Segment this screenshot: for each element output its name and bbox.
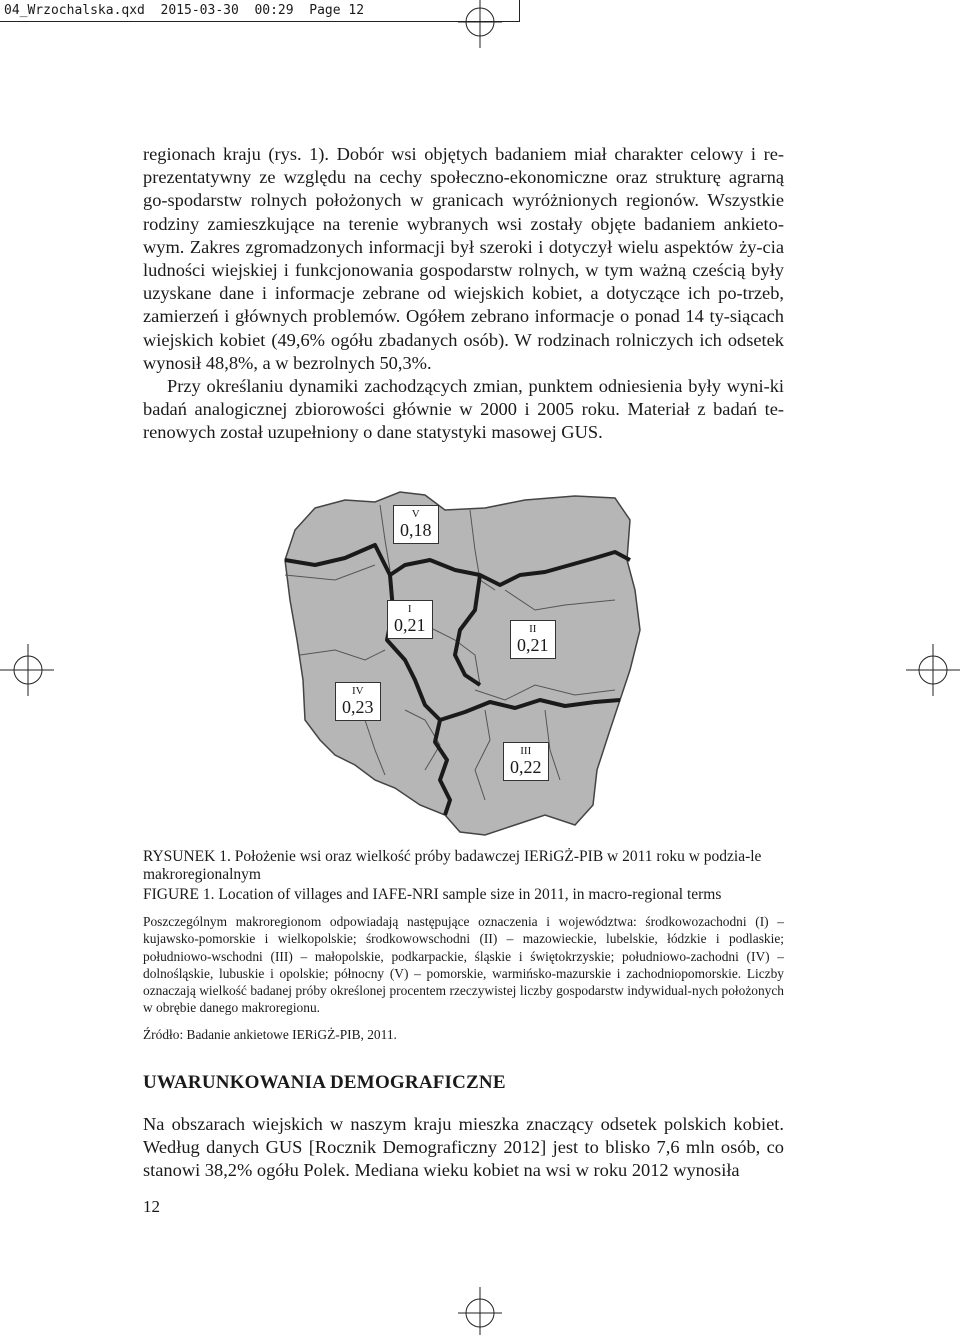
- region-label-iii: [503, 742, 549, 781]
- region-label-iv: [335, 682, 381, 721]
- poland-map-svg: [275, 480, 665, 840]
- body-paragraph-1: regionach kraju (rys. 1). Dobór wsi objętych badaniem miał charakter celowy i re-prezentatywny ze względu na cechy społeczno-ekonomiczne oraz strukturę agrarną go-spodarstw rolnych położonych w granicach wyróżnionych regionów. Wszystkie rodziny zamieszkujące na terenie wybranych wsi zostały objęte badaniem ankieto-wym. Zakres zgromadzonych informacji był szeroki i dotyczył wielu aspektów ży-cia ludności wiejskiej i funkcjonowania gospodarstw rolnych, w tym ważną cześcią były uzyskane dane i informacje zebrane od wiejskich kobiet, a dotyczące ich po-trzeb, zamierzeń i głównych problemów. Ogółem zebrano informacje o ponad 14 ty-siącach wiejskich kobiet (49,6% ogółu zbadanych osób). W rodzinach rolniczych ich odsetek wynosił 48,8%, a w bezrolnych 50,3%.: [143, 144, 784, 373]
- figure-note: Poszczególnym makroregionom odpowiadają następujące oznaczenia i województwa: środkowozachodni (I) – kujawsko-pomorskie i wielkopolskie; środkowowschodni (II) – mazowieckie, lubelskie, łódzkie i podlaskie; południowo-wschodni (III) – małopolskie, podkarpackie, śląskie i świętokrzyskie; południowo-zachodni (IV) – dolnośląskie, lubuskie i opolskie; północny (V) – pomorskie, warmińsko-mazurskie i zachodniopomorskie. Liczby oznaczają wielkość badanej próby określonej procentem rzeczywistej liczby gospodarstw indywidual-nych położonych w obrębie danego makroregionu.: [143, 914, 784, 1016]
- region-numeral: I: [407, 603, 412, 615]
- figure-caption-pl: RYSUNEK 1. Położenie wsi oraz wielkość próby badawczej IERiGŻ-PIB w 2011 roku w podzia-le makroregionalnym: [143, 848, 762, 883]
- figure-caption-en: FIGURE 1. Location of villages and IAFE-NRI sample size in 2011, in macro-regional terms: [143, 886, 722, 903]
- registration-mark-right: [905, 640, 960, 700]
- page-number: 12: [143, 1197, 160, 1216]
- region-label-v: [393, 505, 439, 544]
- region-value: 0,22: [510, 757, 542, 777]
- body-paragraph-3: Na obszarach wiejskich w naszym kraju mieszka znaczący odsetek polskich kobiet. Według danych GUS [Rocznik Demograficzny 2012] jest to blisko 7,6 mln osób, co stanowi 38,2% ogółu Polek. Mediana wieku kobiet na wsi w roku 2012 wynosiła: [143, 1114, 784, 1181]
- region-value: 0,21: [394, 615, 426, 635]
- region-numeral: III: [520, 745, 532, 757]
- region-numeral: V: [411, 508, 420, 520]
- figure-source: Źródło: Badanie ankietowe IERiGŻ-PIB, 2011.: [143, 1027, 397, 1042]
- region-numeral: IV: [351, 685, 364, 697]
- body-paragraph-2: [143, 375, 784, 445]
- region-numeral: II: [529, 623, 537, 635]
- country-outline: [285, 492, 640, 835]
- region-label-ii: [510, 620, 556, 659]
- region-value: 0,18: [400, 520, 432, 540]
- body-paragraph-2-text: Przy określaniu dynamiki zachodzących zmian, punktem odniesienia były wyni-ki badań analogicznej zbiorowości głównie w 2000 i 2005 roku. Materiał z badań te-renowych został uzupełniony o dane statystyki masowej GUS.: [143, 376, 784, 443]
- region-label-i: [387, 600, 433, 639]
- region-value: 0,23: [342, 697, 374, 717]
- file-slug: 04_Wrzochalska.qxd 2015-03-30 00:29 Page 12: [0, 0, 520, 22]
- macroregion-map: [275, 480, 665, 840]
- section-heading: UWARUNKOWANIA DEMOGRAFICZNE: [143, 1072, 506, 1093]
- registration-mark-bottom: [455, 1283, 505, 1335]
- region-value: 0,21: [517, 635, 549, 655]
- registration-mark-left: [0, 640, 55, 700]
- registration-mark-top: [455, 0, 505, 50]
